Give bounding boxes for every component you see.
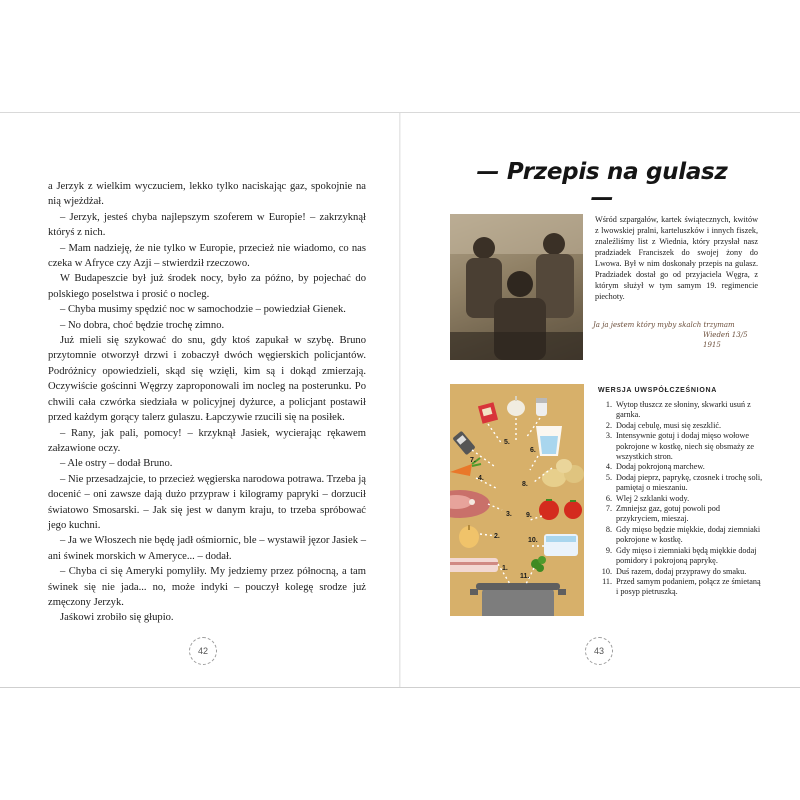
recipe-heading: WERSJA UWSPÓŁCZEŚNIONA [598,387,717,394]
recipe-step: 3. Intensywnie gotuj i dodaj mięso wołowe pokrojone w kostkę, niech się obsmaży ze wszystkich stron. [605,431,755,462]
recipe-step: 6. Wlej 2 szklanki wody. [605,493,690,503]
cooking-pot-icon [470,583,566,616]
paragraph: – Mam nadzieję, że nie tylko w Europie, przecież nie wiadomo, co nas czeka w Afryce czy Azji – stwierdził rzeczowo. [48,242,366,270]
illustration-number: 5. [504,439,510,446]
illustration-number: 4. [478,475,484,482]
bacon-icon [450,558,498,572]
paragraph: – Nie przesadzajcie, to przecież węgierska narodowa potrawa. Trzeba ją docenić – oni zawsze dają dużo przypraw i kilogramy papryki – dorzucił światowo Smosarski. – Jak się jest w danym kraju, to trzeba spróbować jego kuchni. [48,473,366,531]
paragraph: – Ja we Włoszech nie będę jadł ośmiornic, ble – wystawił jęzor Jasiek – ani świnek morskich w Ameryce... – dodał. [48,535,366,562]
illustration-number: 6. [530,447,536,454]
historic-photo [450,214,583,360]
paragraph: a Jerzyk z wielkim wyczuciem, lekko tylko naciskając gaz, spokojnie na nią wjeżdżał. [48,181,366,208]
handwritten-signature [593,320,763,350]
recipe-steps [598,400,763,598]
salt-shaker-icon [536,398,547,416]
illustration-number: 3. [506,511,512,518]
illustration-number: 7. [470,457,476,464]
recipe-step: 7. Zmniejsz gaz, gotuj powoli pod przykryciem, mieszaj. [605,504,720,524]
recipe-step: 8. Gdy mięso będzie miękkie, dodaj ziemniaki pokrojone w kostkę. [605,524,761,545]
paprika-packet-icon [478,402,498,424]
paragraph: Jaśkowi zrobiło się głupio. [60,612,174,624]
paragraph: – Chyba ci się Ameryki pomyliły. My jedziemy przez północną, a tam świnek się nie jada... no, może indyki – pouczył kolegę srodze już zmęczony Jerzyk. [48,566,366,608]
cream-icon [544,534,578,556]
paragraph: – Rany, jak pali, pomocy! – krzyknął Jasiek, wycierając rękawem załzawione oczy. [48,427,366,454]
page-number-right: 43 [585,637,613,665]
recipe-step: 11. Przed samym podaniem, połącz ze śmietaną i posyp pietruszką. [602,576,761,597]
book-spread [0,112,800,688]
page-number-left: 42 [189,637,217,665]
illustration-number: 1. [502,565,508,572]
garlic-icon [507,396,525,416]
recipe-step: 5. Dodaj pieprz, paprykę, czosnek i trochę soli, pamiętaj o mieszaniu. [605,472,763,493]
book-gutter [399,113,401,687]
paragraph: Już mieli się szykować do snu, gdy ktoś zapukał w szybę. Bruno przytomnie otworzył drzwi i zobaczył dwóch węgierskich policjantów. Podróżnicy opowiedzieli, skąd się wzięli, kim są i dokąd zmierzają. Oczywiście gościnni Węgrzy zaproponowali im nocleg na posterunku. Po chwili cała czwórka siedziała w policyjnej dyżurce, a policjant postawił przed każdym gorący talerz gulaszu. Łapczywie rzucili się na posiłek. [48,335,366,424]
paragraph: – No dobra, choć będzie trochę zimno. [60,319,225,331]
water-jug-icon [536,426,562,456]
recipe-step: 4. Dodaj pokrojoną marchew. [605,462,705,472]
illustration-number: 8. [522,481,528,488]
recipe-step: 9. Gdy mięso i ziemniaki będą miękkie dodaj pomidory i pokrojoną paprykę. [605,545,757,566]
paragraph: W Budapeszcie był już środek nocy, było za późno, by pojechać do polskiego poselstwa i prosić o nocleg. [48,273,366,300]
meat-icon [450,490,490,518]
illustration-number: 2. [494,533,500,540]
signature-date: Wiedeń 13/5 1915 [703,331,748,349]
intro-text: Wśród szpargałów, kartek świątecznych, kwitów z lwowskiej pralni, karteluszków i innych fiszek, znaleźliśmy list z Wiednia, który przysłał nasz pradziadek Franciszek do swojej żony do Lwowa. Był w nim doskonały przepis na gulasz. Pradziadek dostał go od przyjaciela Węgra, z którym służył w tym samym 19. regimencie piechoty. [595,215,758,301]
onion-icon [459,525,479,548]
page-title: — Przepis na gulasz — [476,159,728,211]
paragraph: – Jerzyk, jesteś chyba najlepszym szoferem w Europie! – zakrzyknął któryś z nich. [48,211,366,239]
pepper-grinder-icon [452,431,475,456]
paragraph: – Chyba musimy spędzić noc w samochodzie – powiedział Gienek. [60,304,346,316]
recipe-illustration [450,384,584,616]
recipe-step: 2. Dodaj cebulę, musi się zeszklić. [605,420,722,430]
carrot-icon [450,458,481,476]
paragraph: – Ale ostry – dodał Bruno. [60,458,173,470]
signature-line: Ja ja jestem który myby skalch trzymam [593,321,735,329]
tomatoes-icon [539,500,582,520]
left-page-text [48,179,366,626]
potatoes-icon [542,459,584,487]
recipe-step: 10. Duś razem, dodaj przyprawy do smaku. [601,566,747,576]
recipe-step: 1. Wytop tłuszcz ze słoniny, skwarki usuń z garnka. [605,400,751,420]
illustration-number: 10. [528,537,538,544]
illustration-number: 11. [520,573,530,580]
illustration-number: 9. [526,512,532,519]
soldiers-photo-icon [450,214,583,360]
